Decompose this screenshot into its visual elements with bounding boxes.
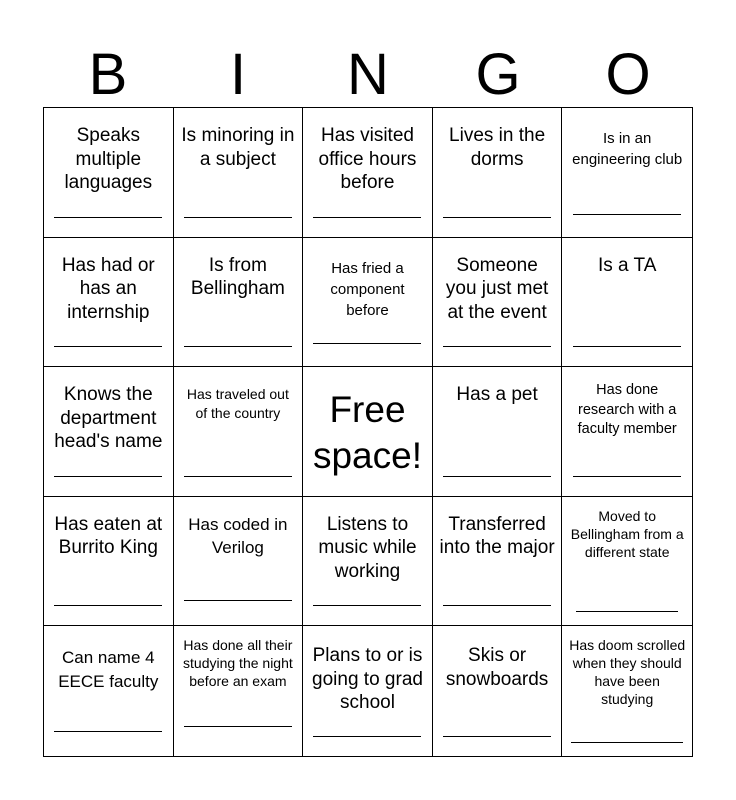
bingo-cell[interactable] xyxy=(433,108,563,238)
signature-line[interactable] xyxy=(184,217,292,218)
bingo-cell[interactable] xyxy=(174,238,304,368)
cell-prompt: Can name 4 EECE faculty xyxy=(58,648,159,691)
bingo-cell[interactable] xyxy=(303,238,433,368)
signature-line[interactable] xyxy=(54,217,162,218)
signature-line[interactable] xyxy=(443,605,551,606)
signature-line[interactable] xyxy=(313,605,421,606)
header-letter-o: O xyxy=(605,42,651,107)
cell-prompt: Has had or has an internship xyxy=(61,254,155,323)
cell-prompt: Has visited office hours before xyxy=(318,125,417,193)
bingo-cell[interactable] xyxy=(303,108,433,238)
signature-line[interactable] xyxy=(443,217,551,218)
signature-line[interactable] xyxy=(571,742,683,743)
cell-prompt: Is minoring in a subject xyxy=(181,125,295,170)
cell-prompt: Lives in the dorms xyxy=(449,125,546,170)
cell-prompt: Has doom scrolled when they should have been studying xyxy=(569,637,686,708)
header-letter-i: I xyxy=(229,42,247,107)
signature-line[interactable] xyxy=(54,346,162,347)
bingo-cell[interactable] xyxy=(562,238,692,368)
cell-prompt: Is a TA xyxy=(597,254,657,276)
signature-line[interactable] xyxy=(54,476,162,477)
bingo-cell[interactable] xyxy=(44,497,174,627)
signature-line[interactable] xyxy=(54,605,162,606)
bingo-cell[interactable] xyxy=(433,238,563,368)
cell-prompt: Skis or snowboards xyxy=(445,645,549,690)
cell-prompt: Knows the department head's name xyxy=(54,384,163,453)
cell-prompt: Has traveled out of the country xyxy=(186,386,289,422)
header-letter-n: N xyxy=(347,42,389,107)
bingo-cell[interactable] xyxy=(562,497,692,627)
signature-line[interactable] xyxy=(184,346,292,347)
signature-line[interactable] xyxy=(576,611,678,612)
bingo-cell[interactable] xyxy=(174,108,304,238)
signature-line[interactable] xyxy=(573,476,681,477)
bingo-cell[interactable] xyxy=(433,497,563,627)
bingo-cell[interactable] xyxy=(174,497,304,627)
cell-prompt: Someone you just met at the event xyxy=(445,254,549,323)
signature-line[interactable] xyxy=(443,476,551,477)
cell-prompt: Listens to music while working xyxy=(318,513,417,582)
cell-prompt: Has coded in Verilog xyxy=(188,514,288,558)
free-space-cell[interactable] xyxy=(303,367,433,497)
signature-line[interactable] xyxy=(443,736,551,737)
cell-prompt: Has fried a component before xyxy=(330,259,405,319)
bingo-cell[interactable] xyxy=(303,497,433,627)
bingo-cell[interactable] xyxy=(433,626,563,756)
bingo-cell[interactable] xyxy=(433,367,563,497)
bingo-header xyxy=(43,42,693,108)
signature-line[interactable] xyxy=(184,726,292,727)
signature-line[interactable] xyxy=(313,343,421,344)
signature-line[interactable] xyxy=(313,736,421,737)
header-letter-g: G xyxy=(475,42,521,107)
signature-line[interactable] xyxy=(573,346,681,347)
cell-prompt: Has a pet xyxy=(456,384,538,406)
signature-line[interactable] xyxy=(313,217,421,218)
bingo-cell[interactable] xyxy=(44,626,174,756)
cell-prompt: Speaks multiple languages xyxy=(64,125,153,193)
bingo-cell[interactable] xyxy=(562,367,692,497)
signature-line[interactable] xyxy=(573,214,681,215)
free-space-label: Free space! xyxy=(312,389,422,477)
cell-prompt: Is from Bellingham xyxy=(190,254,285,300)
cell-prompt: Plans to or is going to grad school xyxy=(312,645,423,714)
cell-prompt: Has done all their studying the night before an exam xyxy=(183,637,293,690)
bingo-cell[interactable] xyxy=(562,108,692,238)
bingo-cell[interactable] xyxy=(174,626,304,756)
bingo-grid xyxy=(43,107,693,757)
cell-prompt: Has eaten at Burrito King xyxy=(54,513,163,559)
signature-line[interactable] xyxy=(184,600,292,601)
cell-prompt: Moved to Bellingham from a different state xyxy=(570,507,684,560)
bingo-cell[interactable] xyxy=(562,626,692,756)
bingo-cell[interactable] xyxy=(44,108,174,238)
signature-line[interactable] xyxy=(443,346,551,347)
header-letter-b: B xyxy=(88,42,128,107)
cell-prompt: Has done research with a faculty member xyxy=(577,382,677,438)
cell-prompt: Transferred into the major xyxy=(439,513,555,559)
cell-prompt: Is in an engineering club xyxy=(572,130,683,168)
bingo-cell[interactable] xyxy=(44,367,174,497)
bingo-cell[interactable] xyxy=(44,238,174,368)
bingo-cell[interactable] xyxy=(303,626,433,756)
signature-line[interactable] xyxy=(184,476,292,477)
bingo-cell[interactable] xyxy=(174,367,304,497)
signature-line[interactable] xyxy=(54,731,162,732)
